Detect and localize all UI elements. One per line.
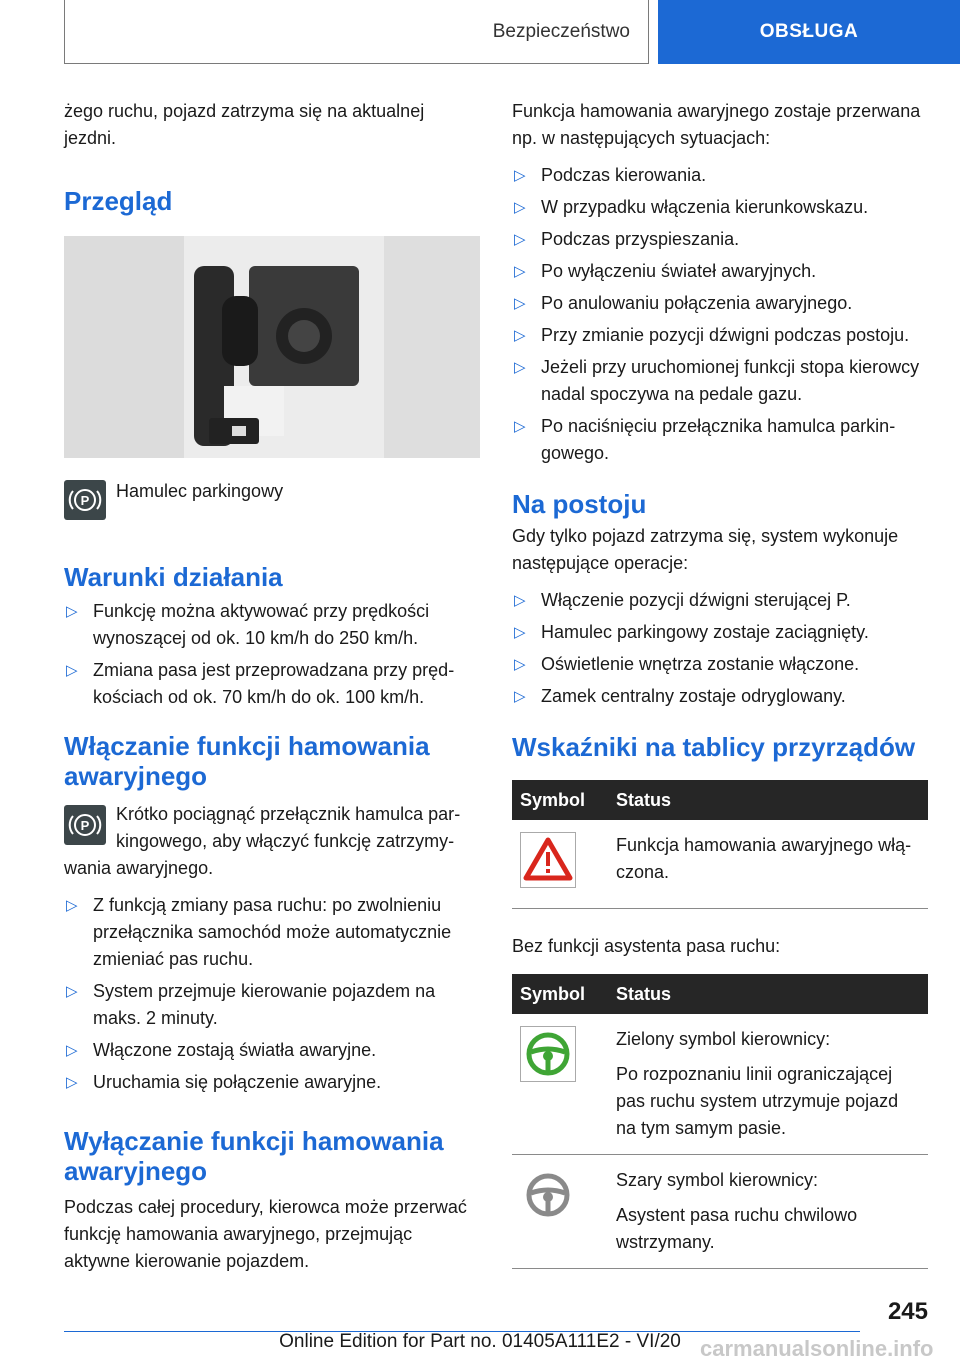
triangle-bullet-icon: ▷: [514, 688, 526, 705]
svg-text:P: P: [80, 818, 90, 833]
left-column: [64, 98, 480, 1275]
triangle-bullet-icon: ▷: [514, 624, 526, 641]
table-row: [512, 820, 928, 909]
indicator-table-2: [512, 974, 928, 1269]
triangle-bullet-icon: ▷: [66, 897, 78, 914]
triangle-bullet-icon: ▷: [514, 231, 526, 248]
intro-text: żego ruchu, pojazd zatrzyma się na aktualnej jezdni.: [64, 101, 425, 148]
enable-list: [64, 892, 480, 1096]
triangle-bullet-icon: ▷: [514, 263, 526, 280]
parking-brake-icon: [64, 805, 106, 845]
warning-triangle-icon: [520, 832, 576, 888]
watermark: carmanualsonline.info: [700, 1336, 934, 1361]
photo-caption: Hamulec parkingowy: [116, 481, 284, 501]
list-item: ▷ Jeżeli przy uruchomionej funkcji stopa kierowcy nadal spoczywa na pedale gazu.: [512, 354, 928, 408]
list-item: ▷ Zamek centralny zostaje odryglowany.: [512, 683, 928, 710]
status-title: Szary symbol kierownicy:: [616, 1170, 819, 1190]
list-item: ▷ Przy zmianie pozycji dźwigni podczas postoju.: [512, 322, 928, 349]
chapter-tab[interactable]: OBSŁUGA: [658, 0, 960, 64]
list-item: ▷ Zmiana pasa jest przeprowadzana przy prędkościach od ok. 70 km/h do ok. 100 km/h.: [64, 657, 480, 711]
interrupt-list: [512, 162, 928, 467]
triangle-bullet-icon: ▷: [514, 592, 526, 609]
list-item: ▷ Funkcję można aktywować przy prędkości wynoszącej od ok. 10 km/h do 250 km/h.: [64, 598, 480, 652]
triangle-bullet-icon: ▷: [514, 656, 526, 673]
indicator-table-1: [512, 780, 928, 909]
svg-text:P: P: [80, 493, 90, 508]
triangle-bullet-icon: ▷: [66, 1042, 78, 1059]
page-number: 245: [887, 1298, 928, 1325]
triangle-bullet-icon: ▷: [514, 199, 526, 216]
console-photo: [64, 236, 480, 458]
no-lane-assist-text: Bez funkcji asystenta pasa ruchu:: [512, 936, 781, 956]
col-symbol-header: Symbol: [512, 974, 608, 1014]
steering-wheel-green-icon: [520, 1026, 576, 1082]
status-text: Funkcja hamowania awaryjnego włączona.: [616, 835, 912, 882]
standstill-heading: Na postoju: [512, 489, 647, 519]
triangle-bullet-icon: ▷: [514, 327, 526, 344]
list-item: ▷ Podczas kierowania.: [512, 162, 928, 189]
triangle-bullet-icon: ▷: [514, 167, 526, 184]
status-text: Po rozpoznaniu linii ograniczającej pas ruchu system utrzymuje pojazd na tym samym pasie.: [616, 1064, 899, 1138]
list-item: ▷ W przypadku włączenia kierunkowskazu.: [512, 194, 928, 221]
caption-row: [64, 478, 480, 524]
status-title: Zielony symbol kierownicy:: [616, 1029, 831, 1049]
triangle-bullet-icon: ▷: [66, 662, 78, 679]
list-item: ▷ Włączone zostają światła awaryjne.: [64, 1037, 480, 1064]
triangle-bullet-icon: ▷: [66, 603, 78, 620]
interrupt-intro: Funkcja hamowania awaryjnego zostaje przerwana np. w następujących sytuacjach:: [512, 101, 921, 148]
list-item: ▷ Hamulec parkingowy zostaje zaciągnięty.: [512, 619, 928, 646]
disable-text: Podczas całej procedury, kierowca może przerwać funkcję hamowania awaryjnego, przejmując aktywne kierowanie pojazdem.: [64, 1197, 467, 1271]
list-item: ▷ Uruchamia się połączenie awaryjne.: [64, 1069, 480, 1096]
col-status-header: Status: [608, 974, 928, 1014]
col-symbol-header: Symbol: [512, 780, 608, 820]
parking-brake-icon: [64, 480, 106, 520]
status-text: Asystent pasa ruchu chwilowo wstrzymany.: [616, 1205, 858, 1252]
col-status-header: Status: [608, 780, 928, 820]
list-item: ▷ Podczas przyspieszania.: [512, 226, 928, 253]
list-item: ▷ Oświetlenie wnętrza zostanie włączone.: [512, 651, 928, 678]
triangle-bullet-icon: ▷: [514, 418, 526, 435]
section-title: Bezpieczeństwo: [492, 21, 630, 42]
standstill-intro: Gdy tylko pojazd zatrzyma się, system wykonuje następujące operacje:: [512, 526, 899, 573]
disable-heading: Wyłączanie funkcji hamowania awaryjnego: [64, 1126, 444, 1186]
conditions-list: [64, 598, 480, 711]
triangle-bullet-icon: ▷: [66, 983, 78, 1000]
table-row: [512, 1155, 928, 1269]
list-item: ▷ System przejmuje kierowanie pojazdem na maks. 2 minuty.: [64, 978, 480, 1032]
triangle-bullet-icon: ▷: [514, 359, 526, 376]
list-item: ▷ Po naciśnięciu przełącznika hamulca parkingowego.: [512, 413, 928, 467]
triangle-bullet-icon: ▷: [66, 1074, 78, 1091]
indicators-heading: Wskaźniki na tablicy przyrządów: [512, 732, 916, 762]
right-column: [512, 98, 928, 1269]
overview-heading: Przegląd: [64, 186, 173, 216]
list-item: ▷ Włączenie pozycji dźwigni sterującej P.: [512, 587, 928, 614]
triangle-bullet-icon: ▷: [514, 295, 526, 312]
standstill-list: [512, 587, 928, 710]
list-item: ▷ Po wyłączeniu świateł awaryjnych.: [512, 258, 928, 285]
enable-row: [64, 801, 480, 882]
steering-wheel-grey-icon: [520, 1167, 576, 1223]
edition-text: Online Edition for Part no. 01405A111E2 - VI/20: [279, 1331, 681, 1352]
list-item: ▷ Z funkcją zmiany pasa ruchu: po zwolnieniu przełącznika samochód może automatycznie zmieniać pas ruchu.: [64, 892, 480, 973]
conditions-heading: Warunki działania: [64, 562, 283, 592]
table-row: [512, 1014, 928, 1155]
enable-text: Krótko pociągnąć przełącznik hamulca parkingowego, aby włączyć funkcję zatrzymywania awaryjnego.: [64, 804, 461, 878]
enable-heading: Włączanie funkcji hamowania awaryjnego: [64, 731, 430, 791]
list-item: ▷ Po anulowaniu połączenia awaryjnego.: [512, 290, 928, 317]
